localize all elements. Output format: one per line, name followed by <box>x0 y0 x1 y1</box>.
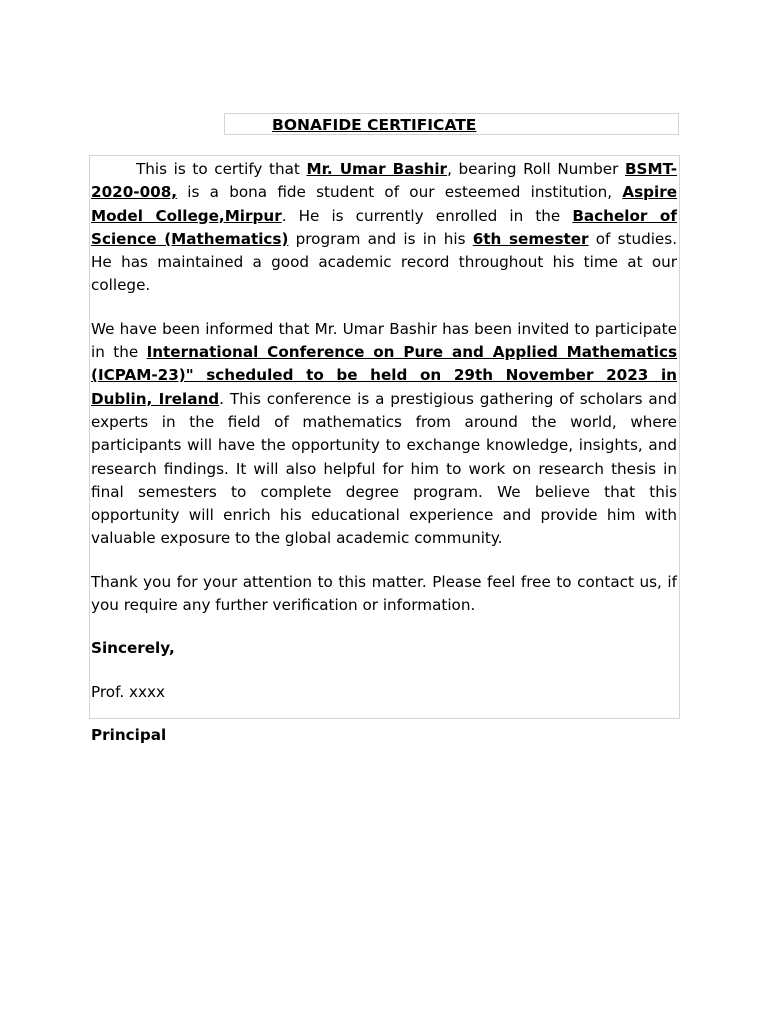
text-run: program and is in his <box>288 229 473 248</box>
roll-number: BSMT-2020-008, <box>91 160 677 202</box>
semester: 6th semester <box>472 229 589 248</box>
certificate-title-box <box>224 113 679 135</box>
text-run: is a bona fide student of our esteemed institution, <box>177 183 623 202</box>
text-run: . He is currently enrolled in the <box>281 206 573 225</box>
college-name: Aspire Model College,Mirpur <box>91 183 677 225</box>
paragraph-thanks: Thank you for your attention to this matter. Please feel free to contact us, if you require any further verification or information. <box>91 572 677 615</box>
text-run: , bearing Roll Number <box>447 160 625 178</box>
paragraph-conference <box>91 318 677 551</box>
signatory-name: Prof. xxxx <box>91 682 165 701</box>
program-name: Bachelor of Science (Mathematics) <box>91 206 677 248</box>
certificate-body <box>89 155 680 744</box>
text-run: We have been informed that Mr. Umar Bashir has been invited to participate in the <box>91 319 677 362</box>
signatory-designation: Principal <box>91 725 167 744</box>
text-run: This is to certify that <box>136 160 307 178</box>
certificate-title: BONAFIDE CERTIFICATE <box>272 116 477 134</box>
student-name: Mr. Umar Bashir <box>306 160 448 178</box>
closing: Sincerely, <box>91 639 175 658</box>
conference-name: International Conference on Pure and Applied Mathematics (ICPAM-23)" scheduled to be held on 29th November 2023 in Dublin, Ireland <box>91 343 677 408</box>
text-run: . This conference is a prestigious gathering of scholars and experts in the field of mathematics from around the world, where participants will have the opportunity to exchange knowledge, insights, and research findings. It will also helpful for him to work on research thesis in final semesters to complete degree program. We believe that this opportunity will enrich his educational experience and provide him with valuable exposure to the global academic community. <box>91 389 677 548</box>
text-run: of studies. He has maintained a good academic record throughout his time at our college. <box>91 229 678 295</box>
paragraph-certification <box>91 158 677 298</box>
